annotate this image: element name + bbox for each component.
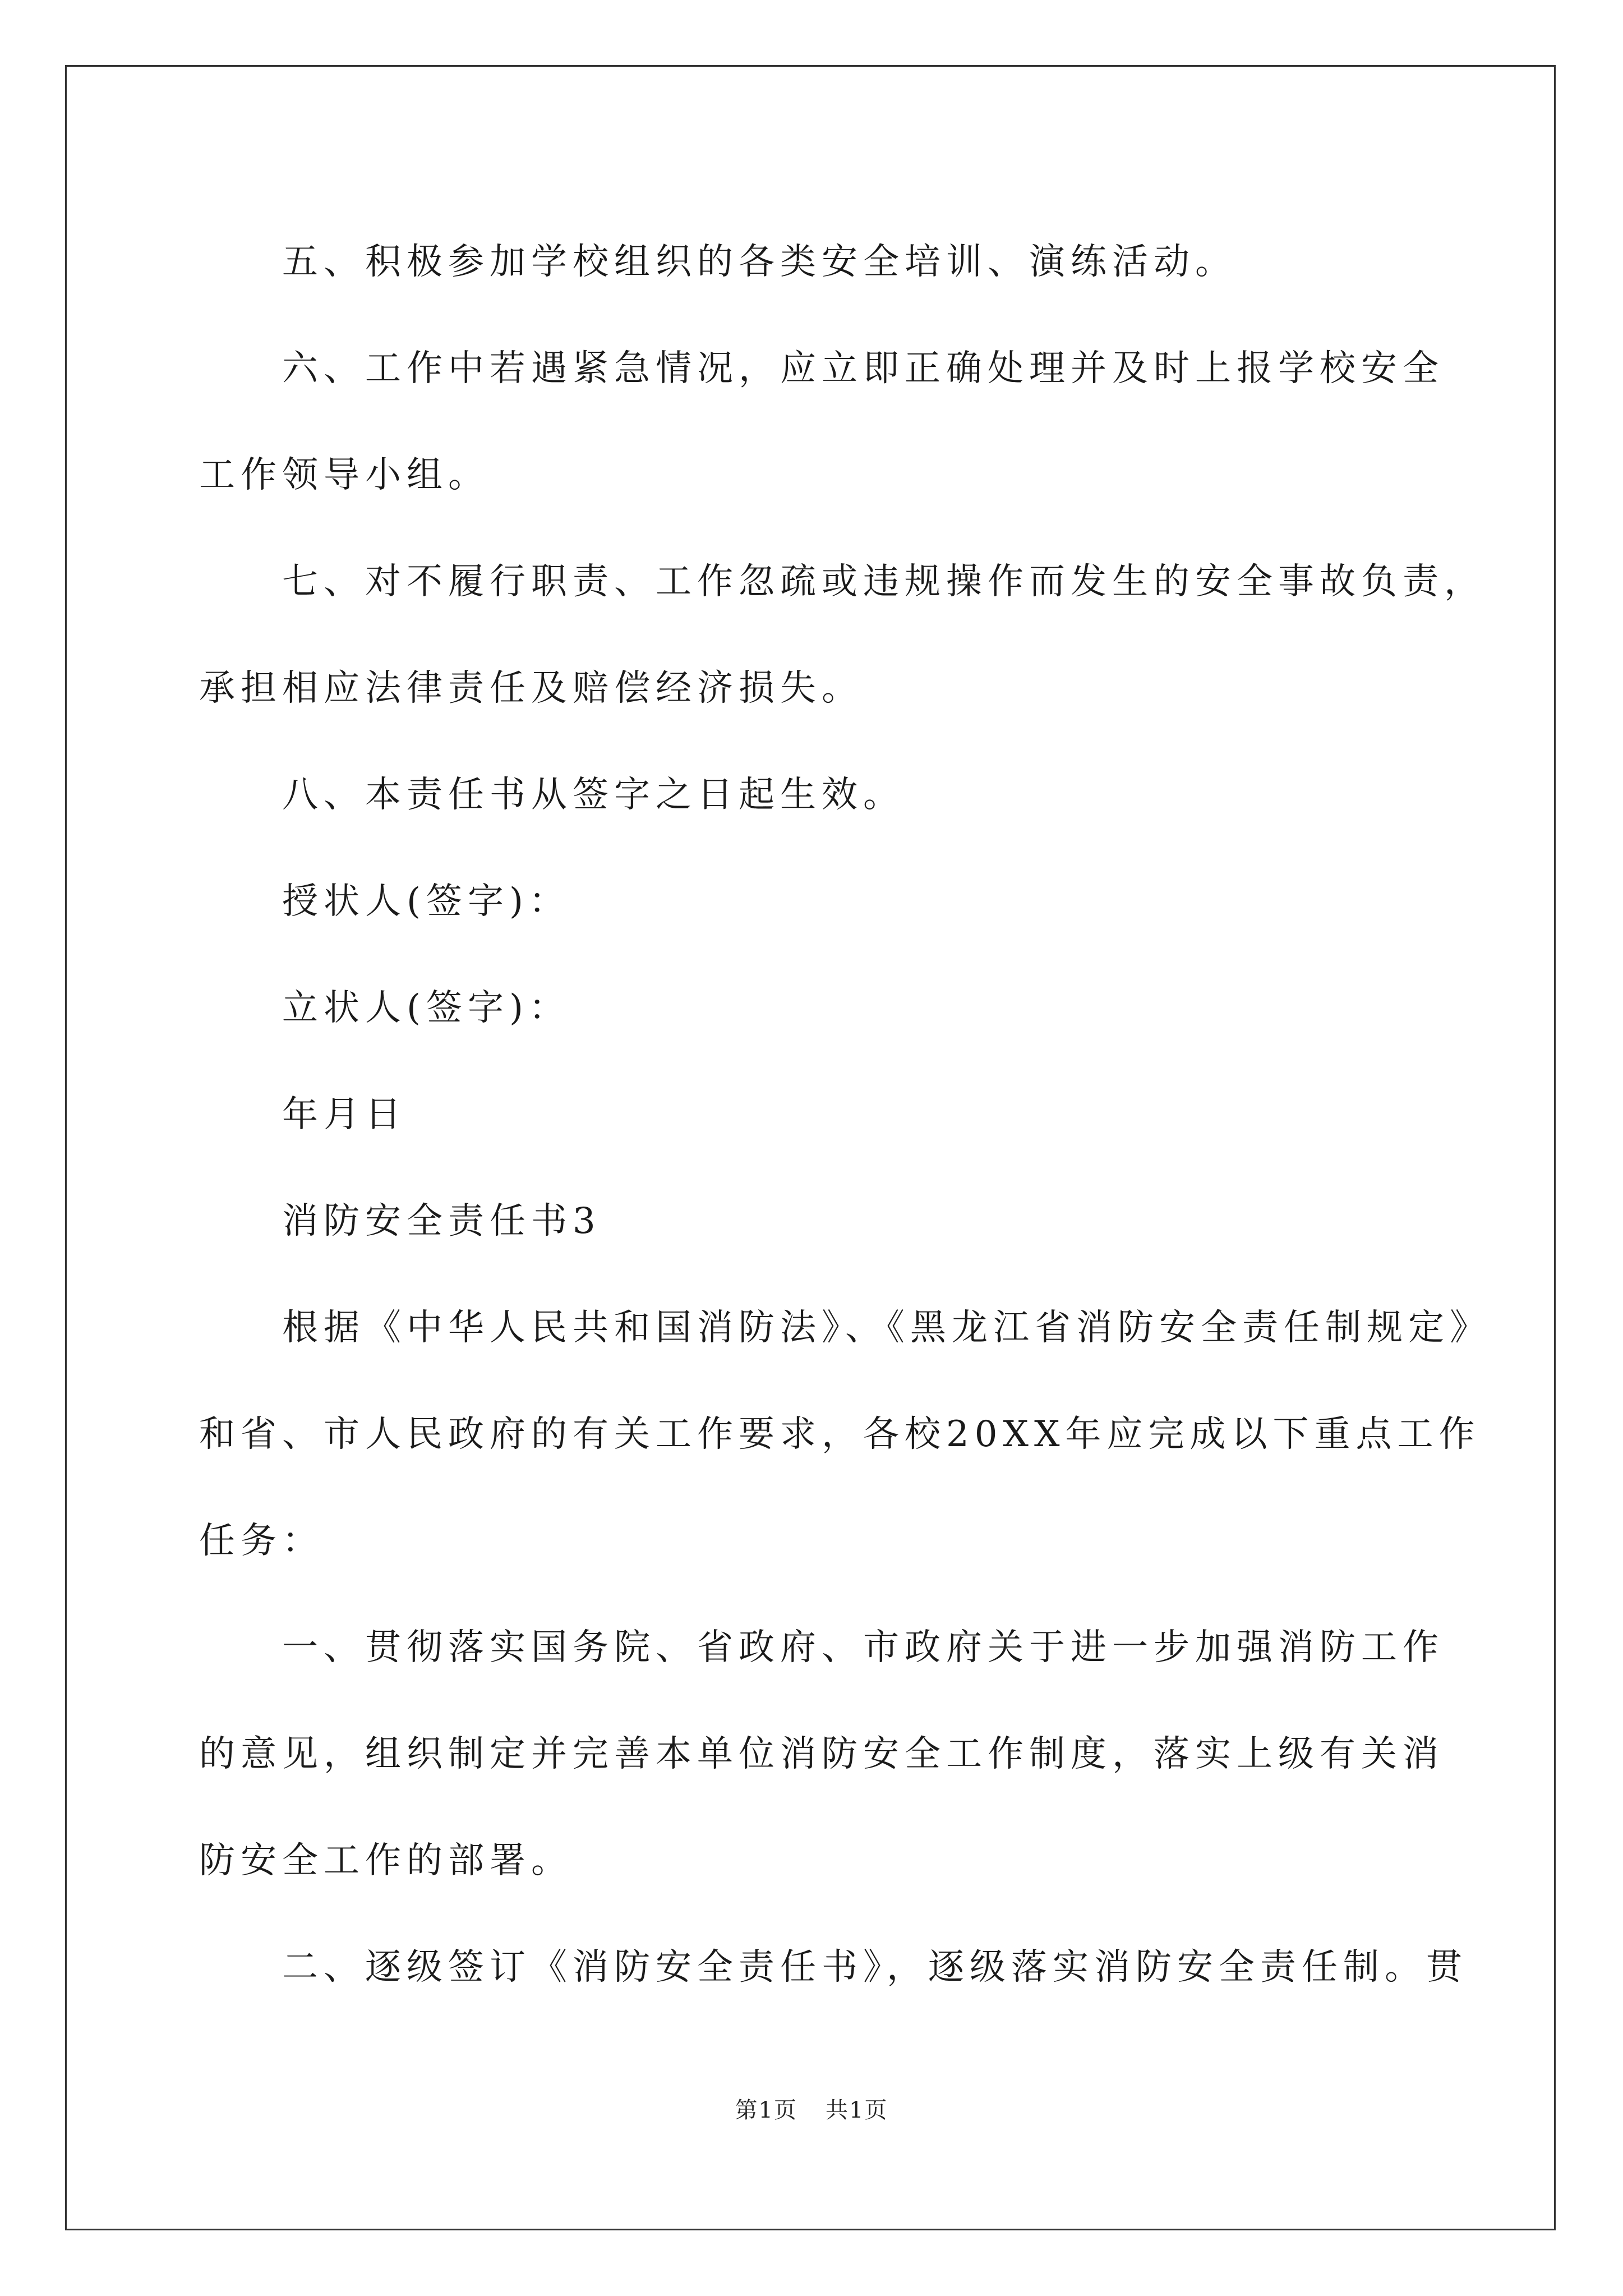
date-line: 年月日	[282, 1094, 407, 1135]
text-line: 任务：	[199, 1520, 324, 1562]
text-line: 和省、市人民政府的有关工作要求，各校20XX年应完成以下重点工作	[199, 1414, 1481, 1455]
document-body	[199, 209, 1491, 2021]
text-line: 八、本责任书从签字之日起生效。	[282, 774, 905, 816]
signature-line-signatory: 立状人(签字)：	[282, 987, 570, 1029]
text-line: 承担相应法律责任及赔偿经济损失。	[199, 668, 863, 709]
text-line: 二、逐级签订《消防安全责任书》，逐级落实消防安全责任制。贯	[282, 1947, 1468, 1988]
text-line: 工作领导小组。	[199, 454, 490, 496]
text-line: 根据《中华人民共和国消防法》、《黑龙江省消防安全责任制规定》	[282, 1307, 1491, 1349]
text-line: 的意见，组织制定并完善本单位消防安全工作制度，落实上级有关消	[199, 1733, 1444, 1775]
page-total: 共1页	[826, 2097, 888, 2123]
text-line: 七、对不履行职责、工作忽疏或违规操作而发生的安全事故负责，	[282, 561, 1486, 602]
text-line: 五、积极参加学校组织的各类安全培训、演练活动。	[282, 241, 1237, 283]
text-line: 六、工作中若遇紧急情况，应立即正确处理并及时上报学校安全	[282, 348, 1444, 389]
section-title: 消防安全责任书3	[282, 1200, 601, 1242]
text-line: 防安全工作的部署。	[199, 1840, 573, 1881]
page-footer	[0, 2092, 1623, 2124]
text-line: 一、贯彻落实国务院、省政府、市政府关于进一步加强消防工作	[282, 1627, 1444, 1668]
page-number: 第1页	[735, 2097, 797, 2123]
signature-line-grantor: 授状人(签字)：	[282, 881, 570, 922]
